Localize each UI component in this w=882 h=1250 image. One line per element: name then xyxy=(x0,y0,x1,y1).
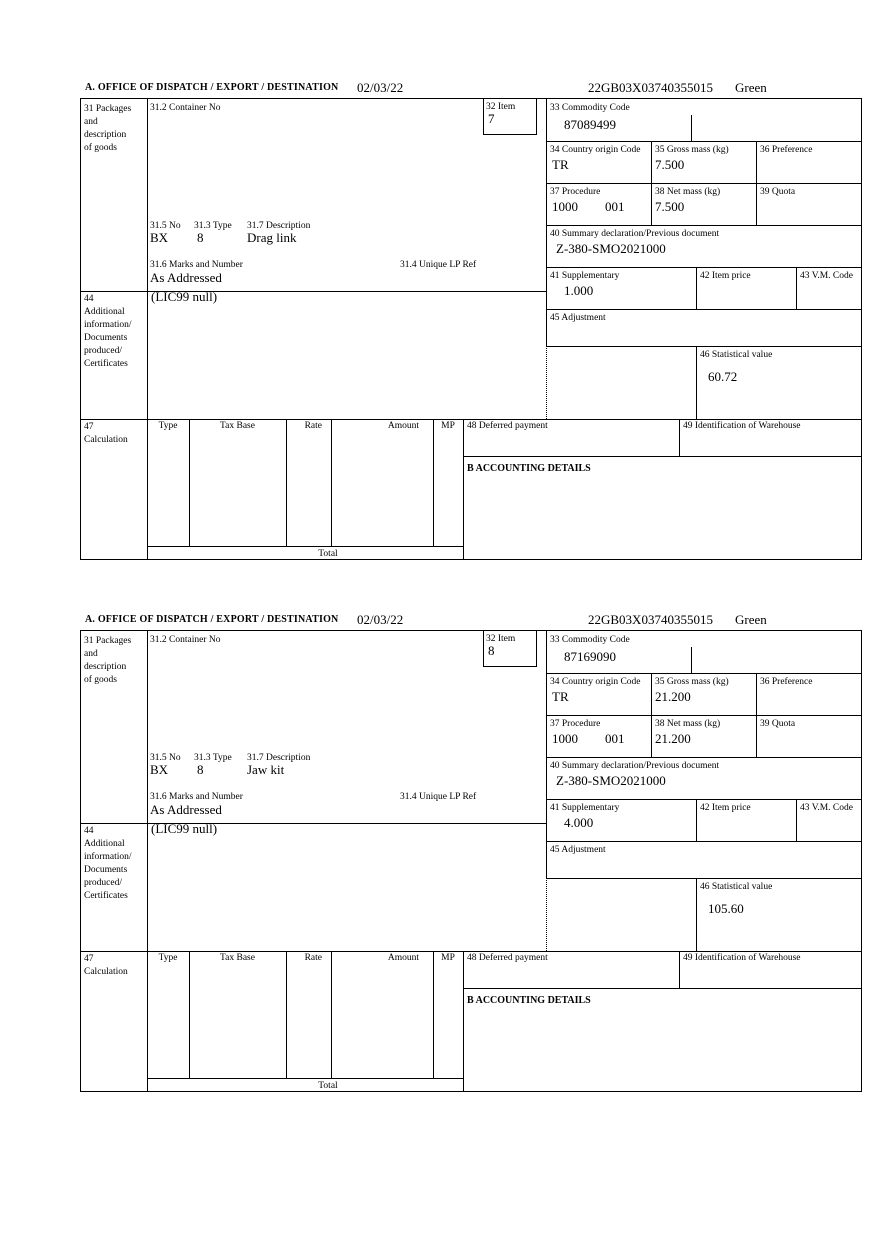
box44-label: 44 Additional information/ Documents produced/ Certificates xyxy=(84,826,132,901)
grid-line xyxy=(679,951,680,988)
routing-status: Green xyxy=(735,80,767,95)
box31-label: 31 Packages and description of goods xyxy=(84,636,132,685)
grid-line xyxy=(81,951,861,952)
grid-line xyxy=(536,99,537,134)
item-number-value: 8 xyxy=(488,643,495,658)
grid-line xyxy=(696,799,697,841)
dotted-grid-line xyxy=(546,346,547,419)
vm-code-label: 43 V.M. Code xyxy=(800,803,853,813)
grid-line xyxy=(147,546,463,547)
movement-reference xyxy=(588,612,767,628)
grid-line xyxy=(546,841,861,842)
movement-reference xyxy=(588,80,767,96)
mp-column-header: MP xyxy=(441,953,455,963)
office-of-dispatch-label: A. OFFICE OF DISPATCH / EXPORT / DESTINATION xyxy=(85,614,339,625)
supplementary-value: 1.000 xyxy=(564,283,594,298)
box44-label: 44 Additional information/ Documents produced/ Certificates xyxy=(84,294,132,369)
packages-type-label: 31.3 Type xyxy=(194,753,232,763)
tax-base-column-header: Tax Base xyxy=(220,953,255,963)
procedure-extension-value: 001 xyxy=(605,199,625,214)
procedure-label: 37 Procedure xyxy=(550,187,601,197)
commodity-code-label: 33 Commodity Code xyxy=(550,635,630,645)
grid-line xyxy=(286,419,287,546)
packages-type-value: 8 xyxy=(197,230,204,245)
tax-type-column-header: Type xyxy=(158,421,178,431)
declaration-date: 02/03/22 xyxy=(357,80,404,95)
supplementary-label: 41 Supplementary xyxy=(550,271,620,281)
unique-lp-ref-label: 31.4 Unique LP Ref xyxy=(400,260,477,270)
previous-document-label: 40 Summary declaration/Previous document xyxy=(550,761,720,771)
mrn-value: 22GB03X03740355015 xyxy=(588,80,713,95)
procedure-code-value: 1000 xyxy=(552,731,578,746)
commodity-code-value: 87089499 xyxy=(564,117,616,132)
additional-information-value: (LIC99 null) xyxy=(151,289,218,304)
grid-line xyxy=(483,631,484,666)
box31-label: 31 Packages and description of goods xyxy=(84,104,132,153)
container-no-label: 31.2 Container No xyxy=(150,635,221,645)
grid-line xyxy=(691,115,692,141)
previous-document-label: 40 Summary declaration/Previous document xyxy=(550,229,720,239)
grid-line xyxy=(189,419,190,546)
commodity-code-value: 87169090 xyxy=(564,649,616,664)
grid-line xyxy=(696,346,697,419)
statistical-value-label: 46 Statistical value xyxy=(700,882,773,892)
additional-information-value: (LIC99 null) xyxy=(151,821,218,836)
declaration-date: 02/03/22 xyxy=(357,612,404,627)
grid-line xyxy=(546,673,861,674)
declaration-form-grid xyxy=(80,630,862,1092)
grid-line xyxy=(81,419,861,420)
grid-line xyxy=(433,419,434,546)
amount-column-header: Amount xyxy=(387,421,419,431)
grid-line xyxy=(546,799,861,800)
country-origin-value: TR xyxy=(552,157,569,172)
grid-line xyxy=(546,309,861,310)
dotted-grid-line xyxy=(546,878,547,951)
mp-column-header: MP xyxy=(441,421,455,431)
grid-line xyxy=(147,99,148,559)
item-price-label: 42 Item price xyxy=(700,803,751,813)
grid-line xyxy=(189,951,190,1078)
item-label: 32 Item xyxy=(486,634,516,644)
gross-mass-label: 35 Gross mass (kg) xyxy=(655,677,729,687)
mrn-value: 22GB03X03740355015 xyxy=(588,612,713,627)
grid-line xyxy=(546,346,861,347)
item-label: 32 Item xyxy=(486,102,516,112)
supplementary-label: 41 Supplementary xyxy=(550,803,620,813)
net-mass-label: 38 Net mass (kg) xyxy=(655,719,721,729)
tax-base-column-header: Tax Base xyxy=(220,421,255,431)
sad-continuation-sheet xyxy=(0,612,882,1144)
gross-mass-value: 7.500 xyxy=(655,157,685,172)
goods-description-value: Drag link xyxy=(247,230,297,245)
net-mass-value: 21.200 xyxy=(655,731,691,746)
accounting-details-label: B ACCOUNTING DETAILS xyxy=(467,463,591,474)
quota-label: 39 Quota xyxy=(760,719,796,729)
grid-line xyxy=(483,99,484,134)
container-no-label: 31.2 Container No xyxy=(150,103,221,113)
grid-line xyxy=(796,799,797,841)
marks-numbers-label: 31.6 Marks and Number xyxy=(150,260,243,270)
box47-label: 47 Calculation xyxy=(84,954,128,977)
preference-label: 36 Preference xyxy=(760,145,813,155)
commodity-code-label: 33 Commodity Code xyxy=(550,103,630,113)
packages-type-label: 31.3 Type xyxy=(194,221,232,231)
grid-line xyxy=(463,419,464,559)
packages-no-value: BX xyxy=(150,230,169,245)
previous-document-value: Z-380-SMO2021000 xyxy=(556,241,666,256)
item-price-label: 42 Item price xyxy=(700,271,751,281)
procedure-extension-value: 001 xyxy=(605,731,625,746)
amount-column-header: Amount xyxy=(387,953,419,963)
total-label: Total xyxy=(318,1081,338,1091)
grid-line xyxy=(546,183,861,184)
marks-numbers-value: As Addressed xyxy=(150,270,222,285)
total-label: Total xyxy=(318,549,338,559)
grid-line xyxy=(331,419,332,546)
grid-line xyxy=(546,715,861,716)
grid-line xyxy=(546,267,861,268)
grid-line xyxy=(696,878,697,951)
unique-lp-ref-label: 31.4 Unique LP Ref xyxy=(400,792,477,802)
grid-line xyxy=(691,647,692,673)
routing-status: Green xyxy=(735,612,767,627)
marks-numbers-label: 31.6 Marks and Number xyxy=(150,792,243,802)
rate-column-header: Rate xyxy=(304,953,322,963)
grid-line xyxy=(483,134,537,135)
grid-line xyxy=(546,225,861,226)
grid-line xyxy=(536,631,537,666)
accounting-details-label: B ACCOUNTING DETAILS xyxy=(467,995,591,1006)
country-origin-label: 34 Country origin Code xyxy=(550,145,641,155)
country-origin-label: 34 Country origin Code xyxy=(550,677,641,687)
grid-line xyxy=(286,951,287,1078)
country-origin-value: TR xyxy=(552,689,569,704)
preference-label: 36 Preference xyxy=(760,677,813,687)
grid-line xyxy=(546,757,861,758)
box47-label: 47 Calculation xyxy=(84,422,128,445)
rate-column-header: Rate xyxy=(304,421,322,431)
grid-line xyxy=(463,951,464,1091)
deferred-payment-label: 48 Deferred payment xyxy=(467,421,548,431)
adjustment-label: 45 Adjustment xyxy=(550,313,606,323)
statistical-value: 60.72 xyxy=(708,369,738,384)
grid-line xyxy=(546,878,861,879)
grid-line xyxy=(546,141,861,142)
packages-no-value: BX xyxy=(150,762,169,777)
grid-line xyxy=(147,631,148,1091)
net-mass-label: 38 Net mass (kg) xyxy=(655,187,721,197)
grid-line xyxy=(331,951,332,1078)
grid-line xyxy=(463,456,861,457)
net-mass-value: 7.500 xyxy=(655,199,685,214)
packages-no-label: 31.5 No xyxy=(150,753,181,763)
statistical-value-label: 46 Statistical value xyxy=(700,350,773,360)
grid-line xyxy=(679,419,680,456)
grid-line xyxy=(147,1078,463,1079)
warehouse-id-label: 49 Identification of Warehouse xyxy=(683,421,801,431)
supplementary-value: 4.000 xyxy=(564,815,594,830)
statistical-value: 105.60 xyxy=(708,901,744,916)
item-number-value: 7 xyxy=(488,111,495,126)
tax-type-column-header: Type xyxy=(158,953,178,963)
procedure-label: 37 Procedure xyxy=(550,719,601,729)
procedure-code-value: 1000 xyxy=(552,199,578,214)
office-of-dispatch-label: A. OFFICE OF DISPATCH / EXPORT / DESTINATION xyxy=(85,82,339,93)
adjustment-label: 45 Adjustment xyxy=(550,845,606,855)
marks-numbers-value: As Addressed xyxy=(150,802,222,817)
packages-type-value: 8 xyxy=(197,762,204,777)
warehouse-id-label: 49 Identification of Warehouse xyxy=(683,953,801,963)
gross-mass-value: 21.200 xyxy=(655,689,691,704)
grid-line xyxy=(463,988,861,989)
grid-line xyxy=(696,267,697,309)
description-label: 31.7 Description xyxy=(247,221,311,231)
previous-document-value: Z-380-SMO2021000 xyxy=(556,773,666,788)
sad-continuation-sheet xyxy=(0,80,882,612)
declaration-form-grid xyxy=(80,98,862,560)
deferred-payment-label: 48 Deferred payment xyxy=(467,953,548,963)
grid-line xyxy=(483,666,537,667)
goods-description-value: Jaw kit xyxy=(247,762,285,777)
vm-code-label: 43 V.M. Code xyxy=(800,271,853,281)
quota-label: 39 Quota xyxy=(760,187,796,197)
grid-line xyxy=(796,267,797,309)
description-label: 31.7 Description xyxy=(247,753,311,763)
packages-no-label: 31.5 No xyxy=(150,221,181,231)
grid-line xyxy=(433,951,434,1078)
gross-mass-label: 35 Gross mass (kg) xyxy=(655,145,729,155)
